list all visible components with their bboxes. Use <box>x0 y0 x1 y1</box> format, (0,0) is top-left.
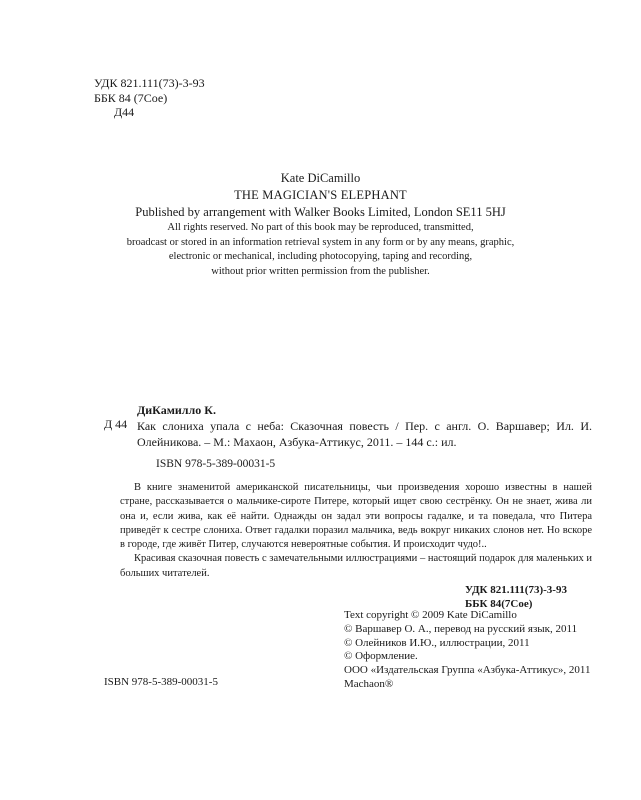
bibliographic-record <box>137 402 592 450</box>
original-author: Kate DiCamillo <box>280 171 361 185</box>
index-block-bottom <box>465 583 593 611</box>
udk-code-bottom: УДК 821.111(73)-3-93 <box>465 584 567 596</box>
copyright-line: Machaon® <box>344 677 394 690</box>
rights-block <box>0 169 641 279</box>
publication-arrangement: Published by arrangement with Walker Books Limited, London SE11 5HJ <box>135 205 506 219</box>
rights-notice-line: electronic or mechanical, including photocopying, taping and recording, <box>168 251 473 262</box>
rights-notice-line: All rights reserved. No part of this book may be reproduced, transmitted, <box>167 222 474 233</box>
annotation <box>120 481 592 581</box>
copyright-block <box>344 609 591 692</box>
original-title: THE MAGICIAN'S ELEPHANT <box>234 188 407 202</box>
udk-code: УДК 821.111(73)-3-93 <box>94 76 205 90</box>
copyright-line: ООО «Издательская Группа «Азбука-Аттикус», 2011 <box>344 664 591 677</box>
bibliographic-code: Д 44 <box>104 417 128 431</box>
copyright-line: Text copyright © 2009 Kate DiCamillo <box>344 609 517 621</box>
copyright-line: © Оформление. <box>344 650 418 663</box>
isbn-main: ISBN 978-5-389-00031-5 <box>156 458 276 470</box>
bbk-code-bottom: ББК 84(7Сое) <box>465 598 533 610</box>
rights-notice-line: without prior written permission from the publisher. <box>211 265 430 277</box>
copyright-line: © Олейников И.Ю., иллюстрации, 2011 <box>344 636 530 649</box>
classification-block <box>94 76 205 120</box>
copyright-line: © Варшавер О. А., перевод на русский язык, 2011 <box>344 622 578 635</box>
rights-notice-line: broadcast or stored in an information retrieval system in any form or by any means, graphic, <box>126 236 515 248</box>
annotation-paragraph: Красивая сказочная повесть с замечательными иллюстрациями – настоящий подарок для маленьких и больших читателей. <box>120 553 592 579</box>
russian-author: ДиКамилло К. <box>137 403 216 417</box>
annotation-paragraph: В книге знаменитой американской писательницы, чьи произведения хорошо известны в нашей стране, рассказывается о мальчике-сироте Питере, который ищет свою сестрёнку. Он не знает, жива ли она и, если жива, как её найти. Однажды он задал эти вопросы гадалке, и та поведала, что Питера приведёт к сестре слониха. Ответ гадалки поразил мальчика, ведь вокруг никаких слонов нет. Но вскоре в городе, где живёт Питер, случаются невероятные события. И происходит чудо!.. <box>120 482 592 551</box>
isbn-bottom: ISBN 978-5-389-00031-5 <box>104 676 218 688</box>
bbk-code: ББК 84 (7Сое) <box>94 90 168 105</box>
bibliographic-description: Как слониха упала с неба: Сказочная повесть / Пер. с англ. О. Варшавер; Ил. И. Олейникова. – М.: Махаон, Азбука-Аттикус, 2011. – 144 с.: ил. <box>137 419 592 449</box>
author-sign-code: Д44 <box>114 105 135 119</box>
